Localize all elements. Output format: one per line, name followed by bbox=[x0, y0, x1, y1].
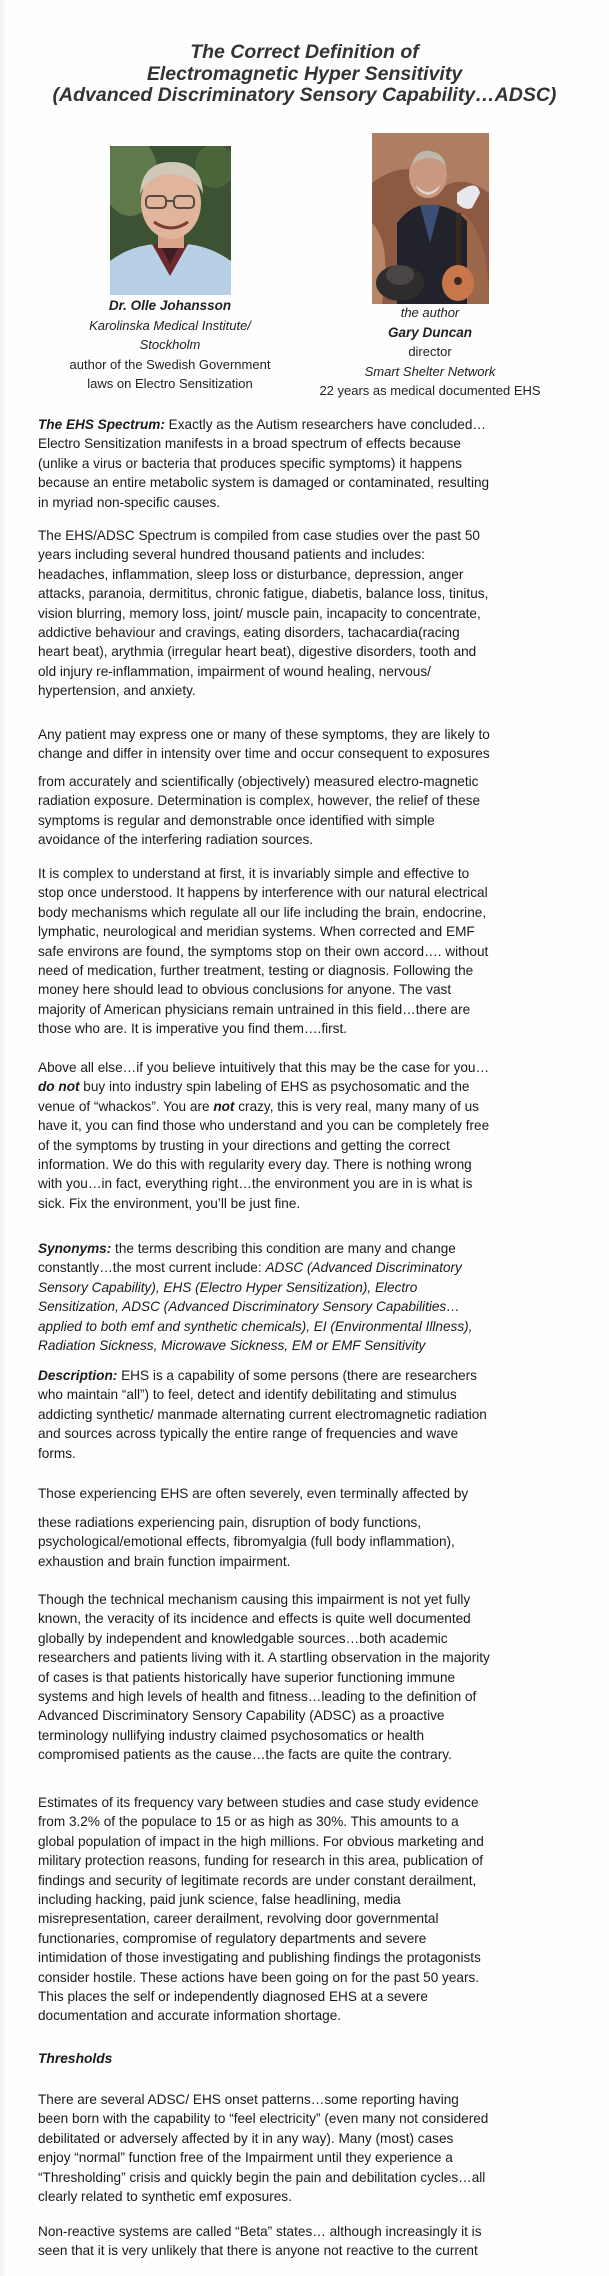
paragraph-these-radiations bbox=[38, 1513, 586, 1571]
text-line: old injury re-inflammation, impairment of wound healing, nervous/ bbox=[38, 663, 431, 679]
text-line: forms. bbox=[38, 1445, 76, 1461]
text-line: compromised patients as the cause…the facts are quite the contrary. bbox=[38, 1747, 452, 1763]
text-line: heart beat), arythmia (irregular heart beat), digestive disorders, tooth and bbox=[38, 644, 477, 660]
text-line: change and differ in intensity over time and occur consequent to exposures bbox=[38, 746, 490, 762]
section-label: The EHS Spectrum: bbox=[38, 417, 165, 432]
text-line: globally by independent and knowledgable sources…both academic bbox=[38, 1630, 448, 1646]
text-line: attacks, paranoia, dermititus, chronic fatigue, diabetis, balance loss, tinitus, bbox=[38, 586, 489, 602]
text-line: money here should lead to obvious conclusions for anyone. The vast bbox=[38, 982, 452, 998]
paragraph-measured-exposure bbox=[38, 772, 586, 850]
text-line: constantly…the most current include: bbox=[38, 1260, 266, 1276]
paragraph-description bbox=[38, 1366, 586, 1463]
text-line: (unlike a virus or bacteria that produces specific symptoms) it happens bbox=[38, 455, 462, 471]
text-line: systems and high levels of health and fitness…leading to the definition of bbox=[38, 1689, 477, 1705]
text-line: buy into industry spin labeling of EHS as psychosomatic and the bbox=[79, 1079, 470, 1095]
text-line: Those experiencing EHS are often severely, even terminally affected by bbox=[38, 1486, 469, 1501]
text-line: addicting synthetic/ manmade alternating current electromagnetic radiation bbox=[38, 1406, 487, 1422]
section-heading-thresholds bbox=[38, 2049, 586, 2068]
text-line: stop once understood. It happens by interference with our natural electrical bbox=[38, 885, 488, 901]
affiliation: Karolinska Medical Institute/ bbox=[89, 317, 251, 333]
text-line: addictive behaviour and cravings, eating disorders, tachacardia(racing bbox=[38, 625, 460, 641]
paragraph-thresholds bbox=[38, 2090, 586, 2206]
text-line: body mechanisms which regulate all our life including the brain, endocrine, bbox=[38, 904, 487, 920]
section-label: Description: bbox=[38, 1368, 118, 1383]
text-line: “Thresholding” crisis and quickly begin the pain and debilitation cycles…all bbox=[38, 2169, 486, 2185]
text-line: Any patient may express one or many of these symptoms, they are likely to bbox=[38, 727, 490, 742]
text-line: venue of “whackos”. You are bbox=[38, 1098, 214, 1114]
section-label: Synonyms: bbox=[38, 1241, 112, 1256]
text-line: There are several ADSC/ EHS onset patterns…some reporting having bbox=[38, 2092, 459, 2107]
text-line: and sources across typically the entire range of frequencies and wave bbox=[38, 1426, 459, 1442]
text-line: sick. Fix the environment, you’ll be just fine. bbox=[38, 1195, 301, 1211]
text-line: EHS is a capability of some persons (there are researchers bbox=[117, 1368, 477, 1383]
affiliation-city: Stockholm bbox=[139, 337, 201, 352]
text-line: of cases is that patients historically have superior functioning immune bbox=[38, 1669, 456, 1685]
title-line: Electromagnetic Hyper Sensitivity bbox=[146, 62, 463, 85]
text-line: Non-reactive systems are called “Beta” states… although increasingly it is bbox=[38, 2224, 482, 2239]
text-line: debilitated or adversely affected by it in any way). Many (most) cases bbox=[38, 2130, 454, 2146]
text-line: safe environs are found, the symptoms stop on their own accord…. without bbox=[38, 943, 489, 959]
person-role-detail: laws on Electro Sensitization bbox=[87, 376, 253, 391]
heading-text: Thresholds bbox=[38, 2051, 113, 2066]
title-line: The Correct Definition of bbox=[190, 41, 419, 63]
paragraph-complex bbox=[38, 864, 586, 1039]
text-line: those who are. It is imperative you find them….first. bbox=[38, 1021, 348, 1037]
text-line: crazy, this is very real, many many of us bbox=[234, 1098, 479, 1114]
text-line: documentation and accurate information shortage. bbox=[38, 2008, 342, 2024]
text-line: in myriad non-specific causes. bbox=[38, 494, 221, 510]
text-line: enjoy “normal” function free of the Impairment until they experience a bbox=[38, 2150, 453, 2166]
text-line: This places the self or independently diagnosed EHS at a severe bbox=[38, 1989, 428, 2005]
text-line: radiation exposure. Determination is complex, however, the relief of these bbox=[38, 793, 481, 809]
text-line: Estimates of its frequency vary between studies and case study evidence bbox=[38, 1795, 479, 1810]
text-line: have it, you can find those who understand and you can be completely free bbox=[38, 1118, 490, 1134]
text-line: functionaries, compromise of regulatory departments and severe bbox=[38, 1930, 427, 1946]
text-line: lymphatic, neurological and meridian systems. When corrected and EMF bbox=[38, 924, 475, 940]
synonym-text: ADSC (Advanced Discriminatory bbox=[265, 1260, 462, 1276]
organization: Smart Shelter Network bbox=[364, 363, 496, 379]
text-line: with you…in fact, everything right…the environment you are in is what is bbox=[38, 1176, 473, 1192]
emphasis-do-not: do not bbox=[38, 1079, 80, 1095]
portrait-photo-olle-johansson bbox=[110, 146, 231, 295]
text-line: misrepresentation, career derailment, revolving door governmental bbox=[38, 1911, 439, 1927]
text-line: hypertension, and anxiety. bbox=[38, 683, 196, 699]
paragraph-any-patient bbox=[38, 725, 586, 764]
paragraph-synonyms bbox=[38, 1239, 586, 1355]
person-credential: 22 years as medical documented EHS bbox=[319, 383, 541, 398]
text-line: headaches, inflammation, sleep loss or disturbance, depression, anger bbox=[38, 566, 464, 582]
text-line: majority of American physicians remain untrained in this field…there are bbox=[38, 1001, 471, 1017]
text-line: Above all else…if you believe intuitively that this may be the case for you… bbox=[38, 1060, 490, 1075]
text-line: The EHS/ADSC Spectrum is compiled from case studies over the past 50 bbox=[38, 528, 480, 543]
portrait-illustration bbox=[110, 146, 231, 295]
text-line: terminology nullifying industry claimed psychosomatics or health bbox=[38, 1727, 425, 1743]
text-line: who maintain “all”) to feel, detect and identify debilitating and stimulus bbox=[38, 1387, 457, 1403]
text-line: years including several hundred thousand patients and includes: bbox=[38, 547, 425, 563]
emphasis-not: not bbox=[213, 1098, 235, 1114]
portrait-illustration bbox=[372, 133, 489, 304]
text-line: from accurately and scientifically (objectively) measured electro-magnetic bbox=[38, 774, 479, 789]
paragraph-non-reactive bbox=[38, 2222, 586, 2261]
paragraph-mechanism bbox=[38, 1590, 586, 1765]
text-line: information. We do this with regularity every day. There is nothing wrong bbox=[38, 1157, 472, 1173]
person-name: Gary Duncan bbox=[387, 324, 473, 340]
title-line: (Advanced Discriminatory Sensory Capability…ADSC) bbox=[52, 84, 557, 106]
synonym-text: Sensory Capability), EHS (Electro Hyper Sensitization), Electro bbox=[38, 1279, 418, 1295]
paragraph-estimates bbox=[38, 1793, 586, 2026]
text-line: these radiations experiencing pain, disruption of body functions, bbox=[38, 1515, 422, 1530]
text-line: military protection reasons, funding for research in this area, publication of bbox=[38, 1853, 484, 1869]
text-line: Though the technical mechanism causing this impairment is not yet fully bbox=[38, 1592, 471, 1607]
caption-gary-duncan bbox=[290, 303, 570, 401]
paragraph-those-experiencing bbox=[38, 1484, 586, 1503]
text-line: from 3.2% of the populace to 15 or as high as 30%. This amounts to a bbox=[38, 1814, 459, 1830]
text-line: the terms describing this condition are many and change bbox=[111, 1241, 456, 1256]
text-line: global population of impact in the high millions. For obvious marketing and bbox=[38, 1833, 484, 1849]
text-line: consider hostile. These actions have been going on for the past 50 years. bbox=[38, 1969, 480, 1985]
text-line: It is complex to understand at first, it is invariably simple and effective to bbox=[38, 866, 470, 881]
synonym-text: applied to both emf and synthetic chemicals), EI (Environmental Illness), bbox=[38, 1318, 473, 1334]
text-line: findings and security of legitimate records are under constant derailment, bbox=[38, 1872, 477, 1888]
text-line: been born with the capability to “feel electricity” (even many not considered bbox=[38, 2111, 489, 2127]
synonym-text: Radiation Sickness, Microwave Sickness, EM or EMF Sensitivity bbox=[38, 1338, 426, 1354]
paragraph-ehs-spectrum bbox=[38, 415, 586, 512]
paragraph-above-all bbox=[38, 1058, 586, 1213]
person-name: Dr. Olle Johansson bbox=[108, 298, 232, 313]
person-role: director bbox=[408, 344, 452, 359]
text-line: Exactly as the Autism researchers have concluded… bbox=[164, 417, 487, 432]
page-edge-shadow bbox=[0, 0, 6, 2276]
text-line: avoidance of the interfering radiation sources. bbox=[38, 832, 314, 848]
caption-olle-johansson bbox=[40, 296, 300, 394]
text-line: including hacking, paid junk science, false headlining, media bbox=[38, 1892, 401, 1908]
text-line: psychological/emotional effects, fibromyalgia (full body inflammation), bbox=[38, 1534, 455, 1550]
text-line: intimidation of those investigating and publishing findings the protagonists bbox=[38, 1950, 481, 1966]
text-line: of the symptoms by trusting in your directions and getting the correct bbox=[38, 1137, 450, 1153]
text-line: Electro Sensitization manifests in a broad spectrum of effects because bbox=[38, 436, 461, 452]
text-line: known, the veracity of its incidence and effects is quite well documented bbox=[38, 1611, 471, 1627]
text-line: need of medication, further treatment, testing or diagnosis. Following the bbox=[38, 963, 474, 979]
text-line: clearly related to synthetic emf exposures. bbox=[38, 2189, 292, 2205]
text-line: seen that it is very unlikely that there is anyone not reactive to the current bbox=[38, 2243, 478, 2259]
text-line: researchers and patients living with it. A startling observation in the majority bbox=[38, 1650, 490, 1666]
text-line: because an entire metabolic system is damaged or contaminated, resulting bbox=[38, 475, 490, 491]
text-line: Advanced Discriminatory Sensory Capability (ADSC) as a proactive bbox=[38, 1708, 445, 1724]
text-line: exhaustion and brain function impairment. bbox=[38, 1553, 291, 1569]
person-role: author of the Swedish Government bbox=[69, 356, 271, 372]
text-line: vision blurring, memory loss, joint/ muscle pain, incapacity to concentrate, bbox=[38, 605, 481, 621]
document-title bbox=[0, 42, 609, 107]
text-line: symptoms is regular and demonstrable once identified with simple bbox=[38, 812, 435, 828]
portrait-photo-gary-duncan bbox=[372, 133, 489, 304]
person-pretitle: the author bbox=[400, 305, 460, 320]
paragraph-symptom-list bbox=[38, 526, 586, 701]
synonym-text: Sensitization, ADSC (Advanced Discriminatory Sensory Capabilities… bbox=[38, 1299, 460, 1315]
